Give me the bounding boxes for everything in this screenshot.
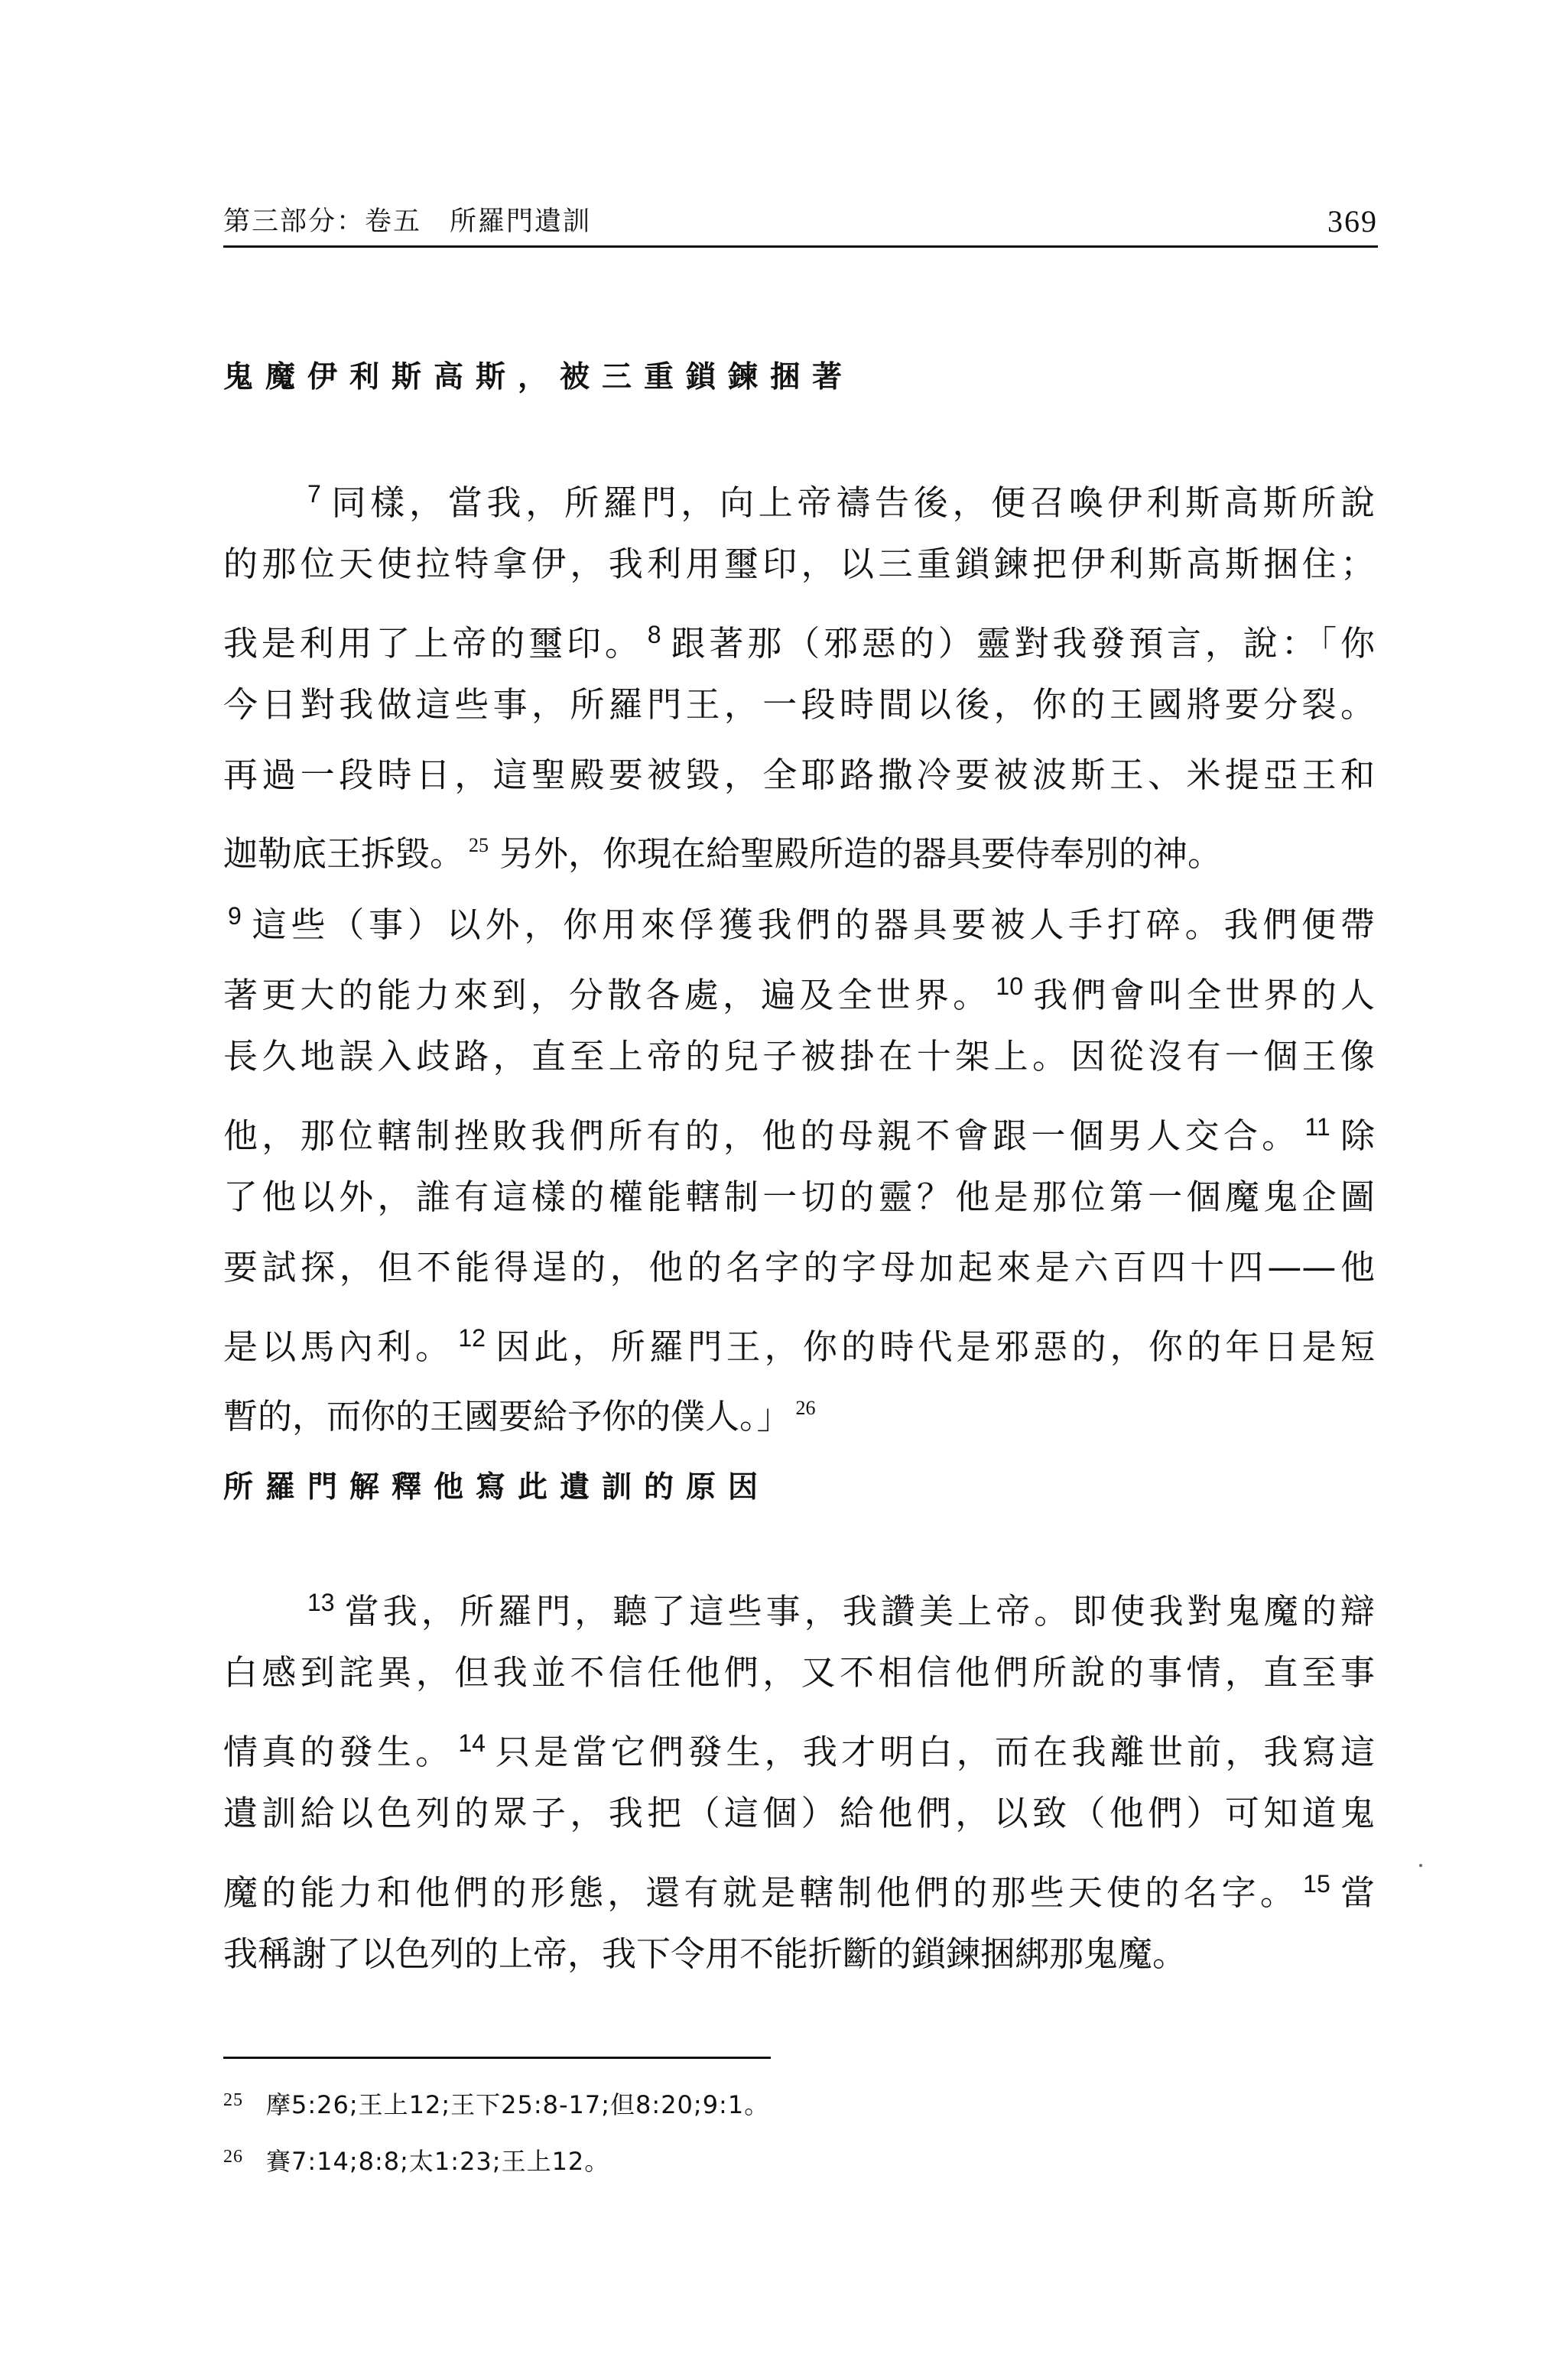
text-line [223, 459, 1375, 529]
text-line: 白感到詫異，但我並不信任他們，又不相信他們所說的事情，直至事 [223, 1652, 1375, 1693]
footnote-rule [223, 2057, 771, 2059]
page-number: 369 [1327, 204, 1378, 239]
text-line [223, 599, 1375, 670]
verse-number: 8 [647, 621, 661, 648]
line-text: 跟著那（邪惡的）靈對我發預言，說：「你 [667, 623, 1375, 664]
text-line [223, 810, 1375, 881]
footnote-ref: 26 [795, 1397, 816, 1419]
footnote-text: 摩5:26;王上12;王下25:8-17;但8:20;9:1。 [266, 2090, 770, 2119]
verse-number: 14 [458, 1729, 486, 1757]
text-line: 要試探，但不能得逞的，他的名字的字母加起來是六百四十四——他 [223, 1247, 1375, 1287]
section-heading-1: 鬼魔伊利斯高斯，被三重鎖鍊捆著 [223, 360, 855, 395]
verse-number: 12 [458, 1324, 486, 1352]
verse-number: 11 [1304, 1113, 1330, 1141]
line-text: 暫的，而你的王國要給予你的僕人。」 [223, 1396, 791, 1437]
line-text: 是以馬內利。 [223, 1326, 454, 1367]
text-line: 今日對我做這些事，所羅門王，一段時間以後，你的王國將要分裂。 [223, 684, 1375, 725]
footnote-26 [223, 2142, 609, 2177]
line-text: 著更大的能力來到，分散各處，遍及全世界。 [223, 975, 992, 1015]
line-text: 他，那位轄制挫敗我們所有的，他的母親不會跟一個男人交合。 [223, 1115, 1301, 1156]
text-line [223, 1303, 1375, 1373]
text-line [223, 1373, 1375, 1443]
line-text: 另外，你現在給聖殿所造的器具要侍奉別的神。 [499, 833, 1223, 874]
text-line [223, 1567, 1375, 1638]
line-text: 只是當它們發生，我才明白，而在我離世前，我寫這 [491, 1732, 1375, 1772]
line-text: 當 [1336, 1872, 1375, 1913]
line-text: 魔的能力和他們的形態，還有就是轄制他們的那些天使的名字。 [223, 1872, 1299, 1913]
line-text: 除 [1336, 1115, 1375, 1156]
text-line [223, 951, 1375, 1021]
line-text: 同樣，當我，所羅門，向上帝禱告後，便召喚伊利斯高斯所說 [327, 482, 1375, 523]
verse-number: 7 [307, 480, 321, 508]
verse-number: 10 [996, 972, 1023, 1000]
text-line [223, 1092, 1375, 1162]
footnote-text: 賽7:14;8:8;太1:23;王上12。 [266, 2147, 610, 2176]
text-line: 再過一段時日，這聖殿要被毀，全耶路撒冷要被波斯王、米提亞王和 [223, 755, 1375, 795]
footnote-number: 26 [223, 2147, 243, 2167]
text-line: 遺訓給以色列的眾子，我把（這個）給他們，以致（他們）可知道鬼 [223, 1793, 1375, 1833]
line-text: 迦勒底王拆毀。 [223, 833, 465, 874]
text-line: 了他以外，誰有這樣的權能轄制一切的靈？他是那位第一個魔鬼企圖 [223, 1177, 1375, 1217]
footnote-25 [223, 2086, 769, 2121]
margin-mark [1419, 1864, 1422, 1867]
text-line: 我稱謝了以色列的上帝，我下令用不能折斷的鎖鍊捆綁那鬼魔。 [223, 1934, 1187, 1974]
line-text: 我是利用了上帝的璽印。 [223, 623, 643, 664]
line-text: 這些（事）以外，你用來俘獲我們的器具要被人手打碎。我們便帶 [247, 904, 1375, 945]
footnote-number: 25 [223, 2090, 243, 2110]
text-line [223, 1849, 1375, 1919]
running-title: 第三部分：卷五 所羅門遺訓 [223, 206, 592, 237]
text-line: 長久地誤入歧路，直至上帝的兒子被掛在十架上。因從沒有一個王像 [223, 1036, 1375, 1076]
line-text: 情真的發生。 [223, 1732, 454, 1772]
section-2-body [223, 1567, 1375, 1989]
text-line [223, 881, 1375, 951]
section-heading-2: 所羅門解釋他寫此遺訓的原因 [223, 1470, 771, 1505]
verse-number: 13 [307, 1589, 335, 1616]
section-1-body [223, 459, 1375, 1443]
verse-number: 9 [228, 902, 242, 930]
line-text: 因此，所羅門王，你的時代是邪惡的，你的年日是短 [491, 1326, 1375, 1367]
header-rule [223, 245, 1378, 248]
text-line: 的那位天使拉特拿伊，我利用璽印，以三重鎖鍊把伊利斯高斯捆住； [223, 544, 1375, 584]
page-header [223, 197, 1378, 245]
line-text: 我們會叫全世界的人 [1029, 975, 1375, 1015]
line-text: 當我，所羅門，聽了這些事，我讚美上帝。即使我對鬼魔的辯 [340, 1591, 1375, 1632]
footnote-ref: 25 [469, 834, 489, 856]
text-line [223, 1708, 1375, 1778]
verse-number: 15 [1303, 1870, 1330, 1898]
